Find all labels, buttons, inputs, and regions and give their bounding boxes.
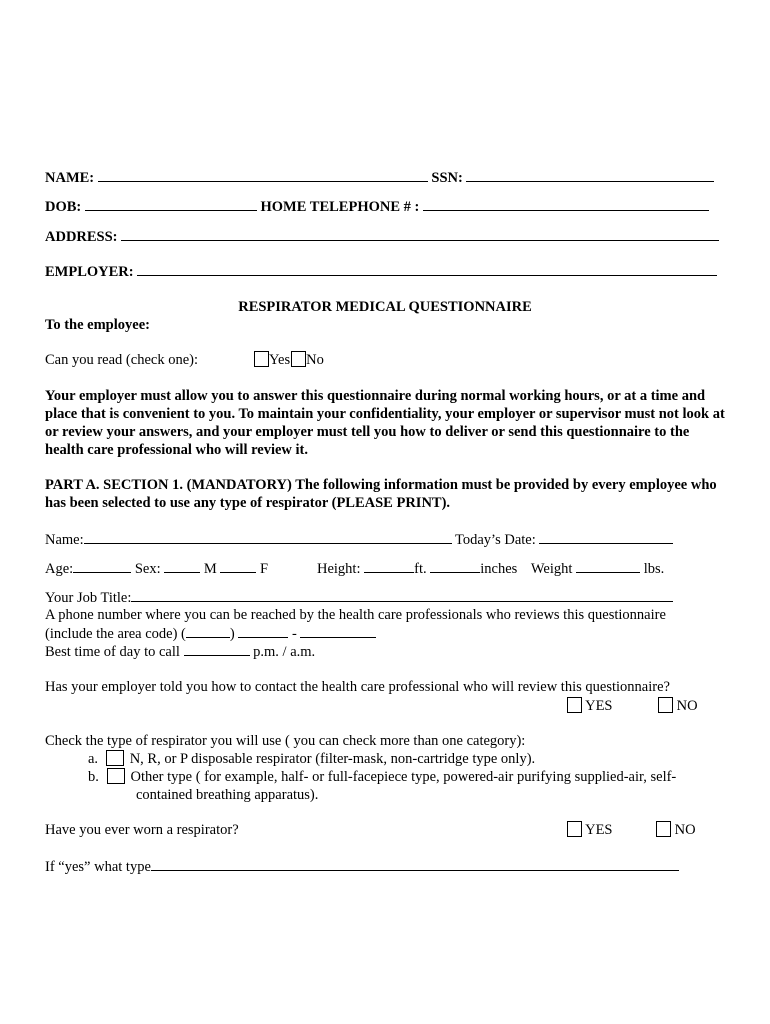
worn-no-label: NO <box>674 822 696 838</box>
option-b-text-continued: contained breathing apparatus). <box>136 787 319 803</box>
contact-yes-label: YES <box>585 698 613 714</box>
age-field[interactable] <box>73 559 131 573</box>
lbs-label: lbs. <box>643 561 665 577</box>
best-time-row <box>45 642 315 661</box>
age-label: Age: <box>45 561 74 577</box>
height-weight-group <box>317 559 664 578</box>
contact-yes-option <box>567 697 613 715</box>
can-read-no-label: No <box>306 352 324 368</box>
area-code-row <box>45 624 376 643</box>
pm-am-label: p.m. / a.m. <box>253 644 316 660</box>
ssn-label: SSN: <box>431 170 463 186</box>
intro-paragraph: Your employer must allow you to answer this questionnaire during normal working hours, or at a time and place that is convenient to you. To maintain your confidentiality, your employer or supervisor must not look at or review your answers, and your employer must tell you how to deliver or send this questionnaire to the health care professional who will review it. <box>45 388 725 458</box>
contact-no-label: NO <box>676 698 698 714</box>
option-a-text: N, R, or P disposable respirator (filter-mask, non-cartridge type only). <box>129 751 536 767</box>
respirator-type-intro: Check the type of respirator you will use ( you can check more than one category): <box>45 733 526 749</box>
height-label: Height: <box>317 561 361 577</box>
worn-yes-label: YES <box>585 822 613 838</box>
sex-f-label: F <box>260 561 269 577</box>
part-a-name-field[interactable] <box>84 530 452 544</box>
name-label: NAME: <box>45 170 95 186</box>
can-read-no-checkbox[interactable] <box>291 351 306 367</box>
weight-field[interactable] <box>576 559 640 573</box>
option-a-checkbox[interactable] <box>106 750 124 766</box>
respirator-option-a <box>88 750 535 768</box>
part-a-heading: PART A. SECTION 1. (MANDATORY) The following information must be provided by every employee who has been selected to use any type of respirator (PLEASE PRINT). <box>45 477 717 511</box>
sex-label: Sex: <box>134 561 161 577</box>
worn-no-option <box>656 821 696 839</box>
can-read-question: Can you read (check one): <box>45 352 198 368</box>
sex-m-field[interactable] <box>164 559 200 573</box>
job-title-label: Your Job Title: <box>45 590 132 606</box>
contact-question: Has your employer told you how to contact the health care professional who will review this questionnaire? <box>45 679 670 695</box>
employer-label: EMPLOYER: <box>45 264 134 280</box>
name-date-row <box>45 530 673 549</box>
ft-label: ft. <box>414 561 427 577</box>
phone-text: A phone number where you can be reached by the health care professionals who reviews this questionnaire <box>45 607 666 623</box>
contact-no-checkbox[interactable] <box>658 697 673 713</box>
option-b-marker: b. <box>88 769 99 785</box>
dob-field[interactable] <box>85 197 257 211</box>
inches-label: inches <box>480 561 518 577</box>
age-sex-row <box>45 559 268 578</box>
name-field-label: Name: <box>45 532 84 548</box>
can-read-yes-label: Yes <box>269 352 291 368</box>
worn-yes-checkbox[interactable] <box>567 821 582 837</box>
sex-f-field[interactable] <box>220 559 256 573</box>
ssn-field[interactable] <box>466 168 714 182</box>
if-yes-field[interactable] <box>151 857 679 871</box>
job-title-row <box>45 588 673 607</box>
best-time-label: Best time of day to call <box>45 644 180 660</box>
employer-row <box>45 262 717 281</box>
can-read-yes-checkbox[interactable] <box>254 351 269 367</box>
worn-yes-option <box>567 821 613 839</box>
phone-prefix-field[interactable] <box>238 624 288 638</box>
phone-suffix-field[interactable] <box>300 624 376 638</box>
best-time-field[interactable] <box>184 642 250 656</box>
worn-no-checkbox[interactable] <box>656 821 671 837</box>
address-row <box>45 227 719 246</box>
area-code-field[interactable] <box>186 624 230 638</box>
worn-question: Have you ever worn a respirator? <box>45 822 239 838</box>
job-title-field[interactable] <box>131 588 673 602</box>
option-b-text: Other type ( for example, half- or full-facepiece type, powered-air purifying supplied-air, self- <box>130 769 677 785</box>
area-code-label: (include the area code) ( <box>45 626 186 642</box>
address-field[interactable] <box>121 227 719 241</box>
name-field[interactable] <box>98 168 428 182</box>
home-phone-field[interactable] <box>423 197 709 211</box>
height-inches-field[interactable] <box>430 559 480 573</box>
employer-field[interactable] <box>137 262 717 276</box>
contact-yes-checkbox[interactable] <box>567 697 582 713</box>
dob-label: DOB: <box>45 199 82 215</box>
todays-date-label: Today’s Date: <box>455 532 536 548</box>
name-row <box>45 168 714 187</box>
can-read-options <box>254 351 324 369</box>
area-code-close: ) <box>229 626 235 642</box>
sex-m-label: M <box>203 561 217 577</box>
if-yes-label: If “yes” what type <box>45 859 151 875</box>
home-phone-label: HOME TELEPHONE # : <box>260 199 420 215</box>
option-a-marker: a. <box>88 751 99 767</box>
dob-row <box>45 197 709 216</box>
if-yes-row <box>45 857 679 876</box>
contact-no-option <box>658 697 698 715</box>
weight-label: Weight <box>530 561 573 577</box>
todays-date-field[interactable] <box>539 530 673 544</box>
option-b-checkbox[interactable] <box>107 768 125 784</box>
respirator-option-b <box>88 768 676 786</box>
height-ft-field[interactable] <box>364 559 414 573</box>
address-label: ADDRESS: <box>45 229 118 245</box>
phone-dash: - <box>291 626 297 642</box>
can-read-row <box>45 351 198 369</box>
to-employee-heading: To the employee: <box>45 317 150 333</box>
page-title: RESPIRATOR MEDICAL QUESTIONNAIRE <box>238 299 532 315</box>
